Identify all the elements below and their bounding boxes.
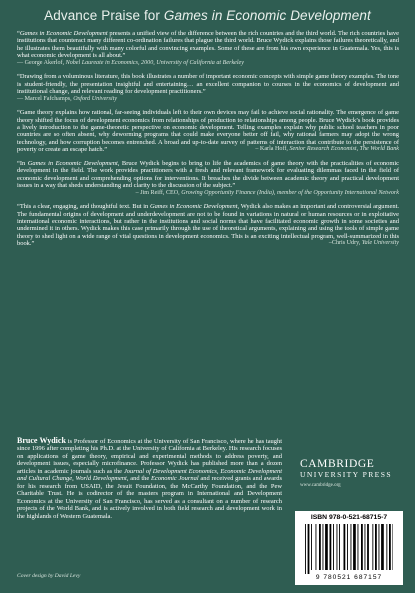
barcode-bar: [330, 524, 332, 570]
blurb-hoff: [17, 109, 399, 154]
author-bio: [17, 437, 282, 520]
blurb-attribution: [17, 190, 399, 197]
barcode-bar: [358, 524, 359, 570]
blurb-body: , Bruce Wydick begins to bring to life the academics of game theory with the practicalities of economic development in the field. The work provides practitioners with a fresh and relevant framework for evaluating dilemmas faced in the field of economic development and comprehending options for interventions. It breaches the divide between academic theory and practical development issues in a way that sheds understanding and clarity to the discussion of the subject.”: [17, 159, 400, 190]
barcode-bar: [386, 524, 387, 570]
barcode-bar: [353, 524, 356, 570]
barcode-bar: [323, 524, 324, 570]
attr-role: Growing Opportunity Finance (India), member of the Opportunity International Network: [181, 189, 399, 196]
attr-role: Senior Research Economist, The World Bank: [289, 146, 399, 153]
blurb-attribution: [17, 60, 399, 67]
attr-name: –Chris Udry,: [328, 240, 362, 247]
blurb-lead: “This a clear, engaging, and thoughtful text. But in: [17, 203, 150, 211]
blurb-udry: [17, 203, 399, 248]
barcode-bar: [379, 524, 380, 570]
bio-sep: ,: [216, 467, 221, 475]
bio-sep: ,: [72, 475, 76, 483]
barcode-bar: [344, 524, 346, 570]
attr-name: – Jim Reiff, CEO,: [135, 189, 182, 196]
barcode-bars: [305, 524, 393, 574]
publisher-logo: [300, 458, 400, 488]
blurb-fafchamps: [17, 73, 399, 103]
barcode-bar: [367, 524, 369, 570]
blurb-text: [17, 160, 399, 190]
bio-journal: Journal of Development Economics: [123, 467, 217, 475]
barcode-bar: [372, 524, 373, 570]
barcode-bar: [319, 524, 321, 570]
title-prefix: Advance Praise for: [44, 8, 164, 23]
blurb-book-title: Games in Economic Development: [19, 30, 108, 37]
attr-name: – Karla Hoff,: [255, 146, 290, 153]
barcode-bar: [365, 524, 366, 570]
bio-journal: Economic Journal: [151, 475, 199, 483]
bio-journal: Economic Development and Cultural Change: [17, 467, 283, 483]
barcode-bar: [308, 524, 310, 574]
cover-design-credit: Cover design by David Levy: [17, 573, 81, 579]
barcode-digits: 9 780521 687157: [315, 574, 383, 581]
blurb-text: [17, 203, 399, 248]
barcode-bar: [325, 524, 328, 570]
barcode: [295, 511, 403, 585]
blurb-body: , Wydick also makes an important and controversial argument. The fundamental origins of development and underdevelopment are not to be found in variations in natural or human resources or in exploitative international economic interactions, but rather in the institutions and social norms that have facilitated economic growth in some societies and undermined it in others. Wydick makes this case primarily through the use of theoretical arguments, explaining and using the tools of simple game theory to shed light on a wide range of vital questions in development economics. This is an exciting intellectual program, well-summarized in this book.”: [17, 203, 399, 248]
barcode-bar: [347, 524, 348, 570]
page-title: [0, 8, 415, 23]
bio-text: and received grants and awards for his research from USAID, the Jesuit Foundation, the McCarthy Foundation, and the Pew Charitable Trust. He is codirector of the masters program in International and Development Economics at the University of San Francisco, has served as a consultant on a number of research projects of the World Bank, and is actively involved in both field research and development work in the highlands of Western Guatemala.: [17, 475, 282, 520]
barcode-bar: [375, 524, 377, 570]
blurb-text: [17, 73, 399, 95]
blurb-book-title: Games in Economic Development: [27, 159, 118, 167]
blurb-lead: “: [17, 30, 20, 37]
blurb-body: “Drawing from a voluminous literature, this book illustrates a number of important economic concepts with simple game theory examples. The tone is student-friendly, the presentation insightful and entertaining… an excellent companion to courses in the economics of development and institutional change, and relevant reading for development practitioners.”: [17, 73, 399, 96]
isbn-label: ISBN 978-0-521-68715-7: [310, 514, 388, 521]
attr-role: Nobel Laureate in Economics, 2000, University of California at Berkeley: [65, 59, 244, 66]
blurb-akerlof: [17, 30, 399, 67]
blurb-attribution: [17, 96, 399, 103]
blurb-attribution: [255, 146, 399, 153]
barcode-bar: [311, 524, 312, 570]
barcode-bar: [339, 524, 340, 570]
barcode-bar: [305, 524, 306, 574]
barcode-bar: [389, 524, 391, 570]
attr-name: — George Akerlof,: [17, 59, 66, 66]
bio-text: , and the: [126, 475, 152, 483]
attr-role: Yale University: [361, 240, 399, 247]
blurb-attribution: [329, 240, 399, 247]
praise-quotes: [17, 30, 399, 254]
publisher-name: CAMBRIDGE: [300, 458, 375, 470]
barcode-bar: [316, 524, 317, 570]
bio-journal: World Development: [75, 475, 127, 483]
blurb-text: [17, 30, 399, 60]
barcode-bar: [333, 524, 334, 570]
blurb-book-title: Games in Economic Development: [149, 203, 238, 211]
barcode-bar: [351, 524, 352, 570]
title-book: Games in Economic Development: [163, 8, 371, 23]
barcode-bar: [393, 524, 394, 570]
blurb-body: “Game theory explains how rational, far-seeing individuals left to their own devices may fail to achieve social rationality. The emergence of game theory shifted the focus of development economics from relationships of production to relationships among people. Bruce Wydick’s book provides a lively introduction to the game-theoretic perspective on economic development. Telling examples explain why public school teachers in poor countries are so often absent, why deworming programs that could make everyone better off fail, why rational farmers may adopt the wrong technology, and how corruption becomes entrenched. A broad and up-to-date survey of patterns of interaction that contribute to the persistence of poverty or create an escape hatch.”: [17, 109, 399, 154]
blurb-text: [17, 109, 399, 154]
barcode-bar: [337, 524, 338, 570]
bio-text: is Professor of Economics at the University of San Francisco, where he has taught since 1996 after completing his Ph.D. at the University of California at Berkeley. His research focuses on applications of game theory, empirical and experimental methods to address poverty, and development issues, especially microfinance. Professor Wydick has published more than a dozen articles in academic journals such as the: [17, 438, 282, 475]
publisher-url: www.cambridge.org: [300, 483, 341, 488]
barcode-bar: [381, 524, 384, 570]
blurb-body: presents a unified view of the difference between the rich countries and the third world. The rich countries have institutions that counteract many different co-ordination failures that plague the third world. Bruce Wydick explains those failures theoretically, and he illustrates them beautifully with many colorful and convincing examples. Some of these are from his own experience in Guatemala. Yes, this is what economic development is all about.”: [17, 30, 399, 60]
barcode-bar: [361, 524, 363, 570]
attr-role: Oxford University: [73, 95, 118, 102]
publisher-subname: UNIVERSITY PRESS: [300, 470, 392, 479]
author-name: Bruce Wydick: [17, 436, 66, 445]
blurb-reiff: [17, 160, 399, 197]
blurb-lead: “In: [17, 159, 28, 167]
attr-name: — Marcel Fafchamps,: [17, 95, 74, 102]
